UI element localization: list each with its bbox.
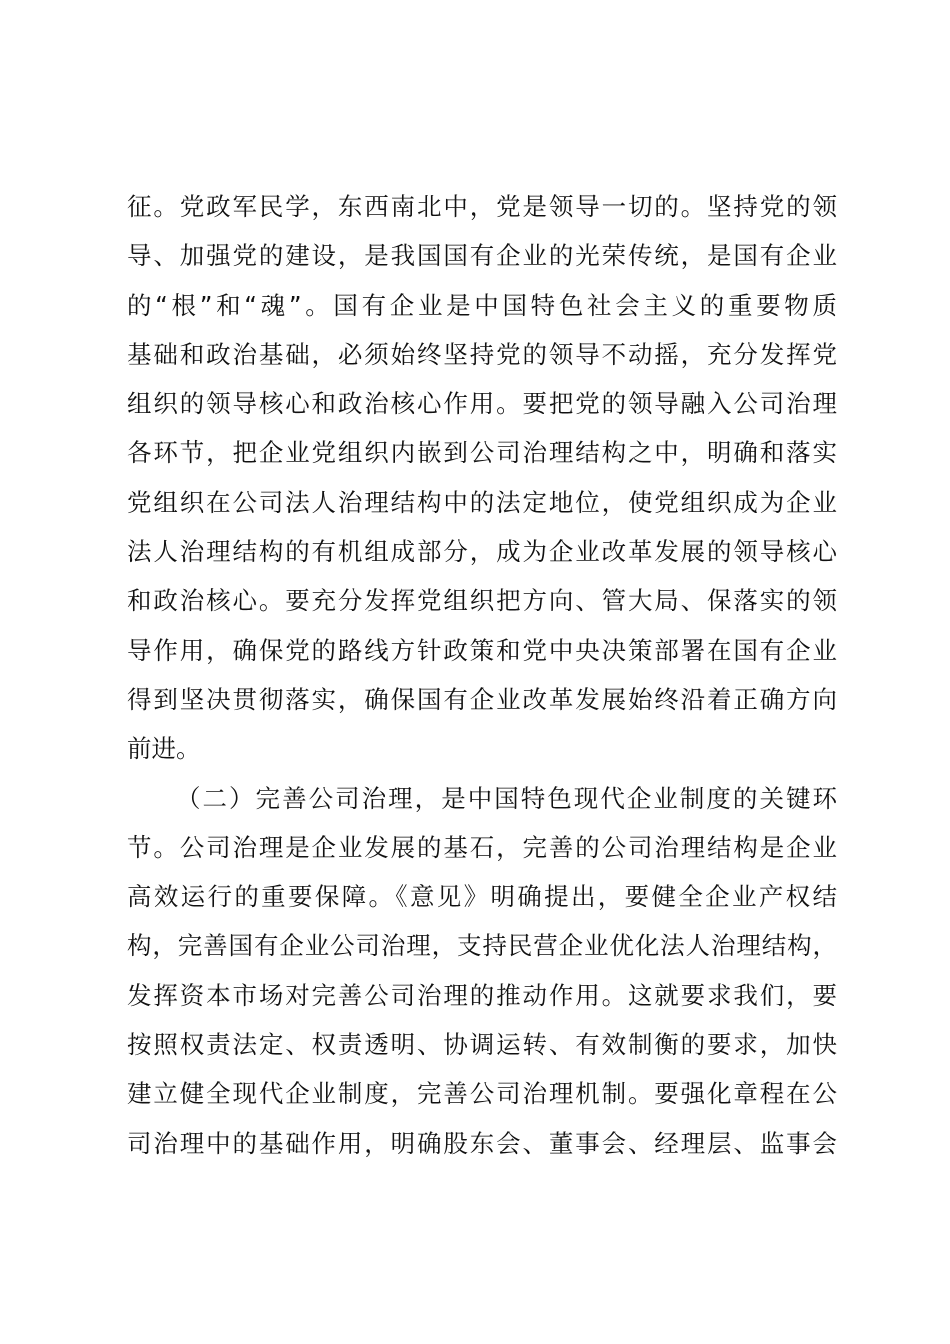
text-line: 基础和政治基础，必须始终坚持党的领导不动摇，充分发挥党 bbox=[127, 339, 837, 369]
section-heading-line: （二）完善公司治理，是中国特色现代企业制度的关键环 bbox=[176, 783, 837, 813]
text-line: 的“根”和“魂”。国有企业是中国特色社会主义的重要物质 bbox=[127, 290, 837, 320]
text-line: 和政治核心。要充分发挥党组织把方向、管大局、保落实的领 bbox=[127, 586, 837, 616]
text-line: 法人治理结构的有机组成部分，成为企业改革发展的领导核心 bbox=[127, 537, 837, 567]
text-line: 司治理中的基础作用，明确股东会、董事会、经理层、监事会 bbox=[127, 1128, 837, 1158]
text-line: 导作用，确保党的路线方针政策和党中央决策部署在国有企业 bbox=[127, 635, 837, 665]
text-line: 征。党政军民学，东西南北中，党是领导一切的。坚持党的领 bbox=[127, 192, 837, 221]
text-line: 发挥资本市场对完善公司治理的推动作用。这就要求我们，要 bbox=[127, 980, 837, 1010]
body-text bbox=[127, 182, 837, 1168]
text-line: 建立健全现代企业制度，完善公司治理机制。要强化章程在公 bbox=[127, 1079, 837, 1109]
text-line: 按照权责法定、权责透明、协调运转、有效制衡的要求，加快 bbox=[127, 1030, 837, 1060]
paragraph-end-line: 前进。 bbox=[127, 734, 201, 764]
text-line: 节。公司治理是企业发展的基石，完善的公司治理结构是企业 bbox=[127, 832, 837, 862]
text-line: 组织的领导核心和政治核心作用。要把党的领导融入公司治理 bbox=[127, 389, 837, 419]
text-line: 高效运行的重要保障。《意见》明确提出，要健全企业产权结 bbox=[127, 882, 837, 912]
text-line: 构，完善国有企业公司治理，支持民营企业优化法人治理结构， bbox=[127, 931, 837, 961]
text-line: 各环节，把企业党组织内嵌到公司治理结构之中，明确和落实 bbox=[127, 438, 837, 468]
text-line: 党组织在公司法人治理结构中的法定地位，使党组织成为企业 bbox=[127, 487, 837, 517]
text-line: 得到坚决贯彻落实，确保国有企业改革发展始终沿着正确方向 bbox=[127, 684, 837, 714]
text-line: 导、加强党的建设，是我国国有企业的光荣传统，是国有企业 bbox=[127, 241, 837, 271]
